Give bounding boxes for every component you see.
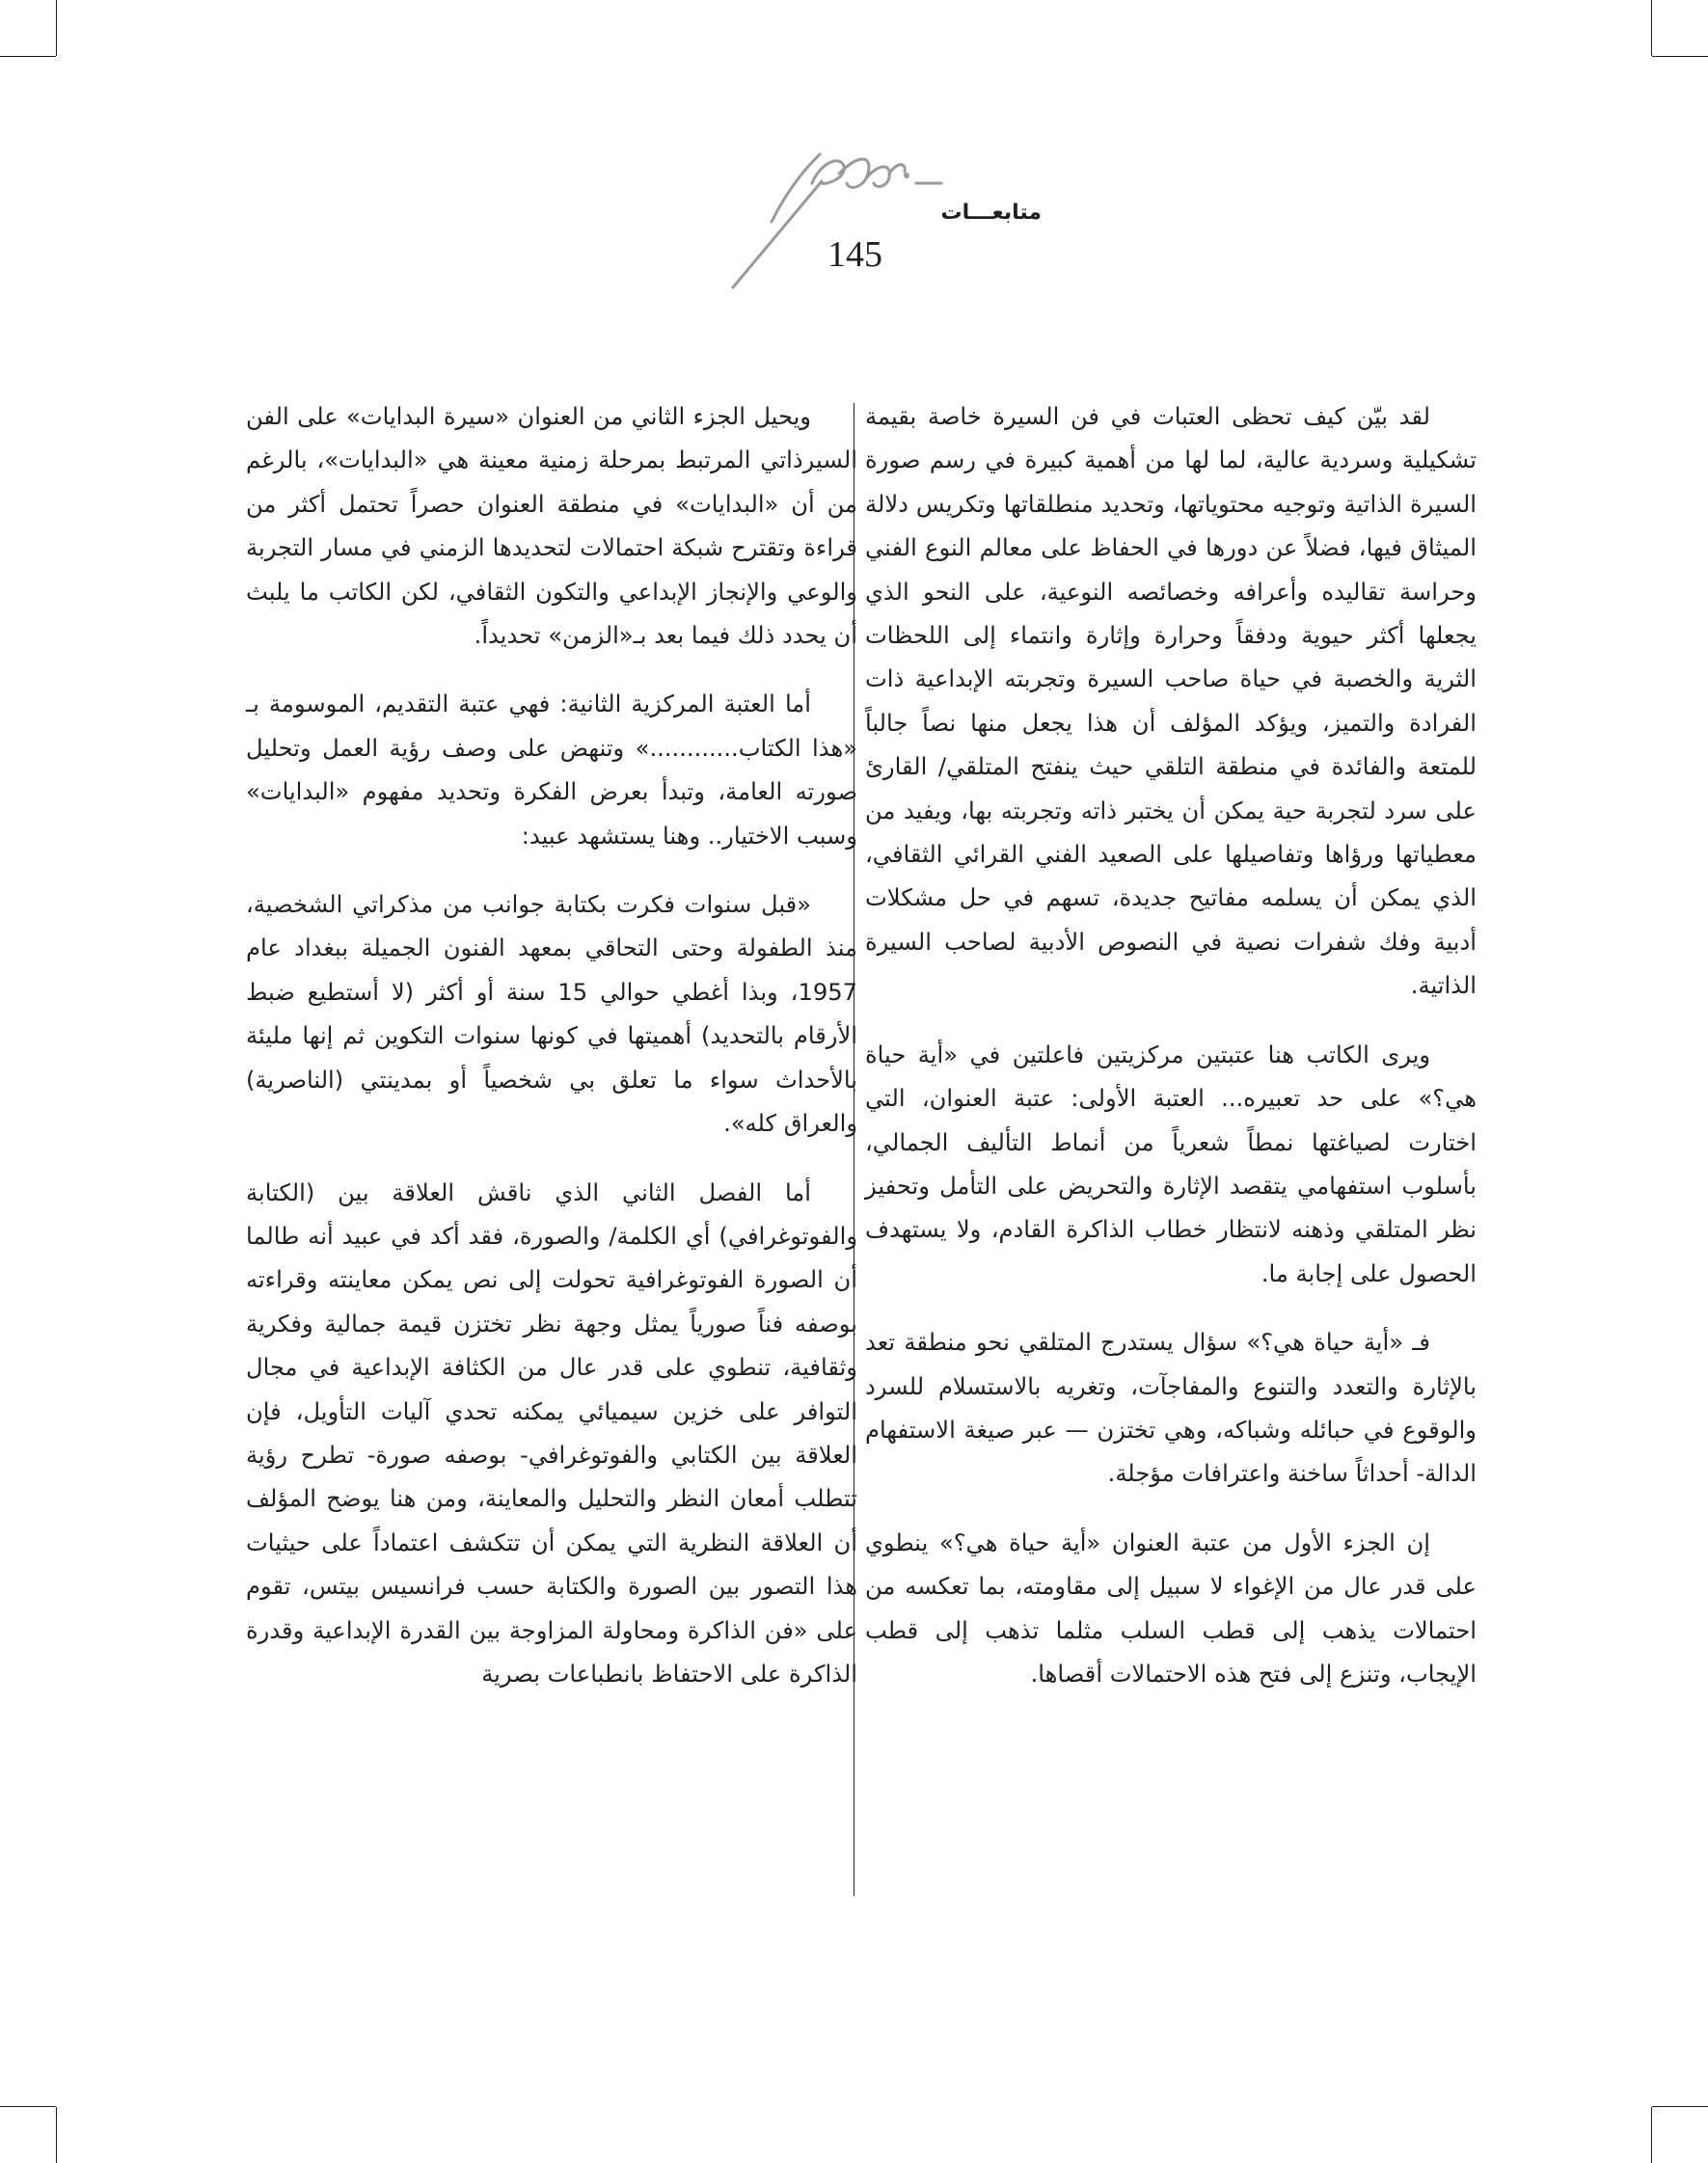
crop-mark-top-right-h — [1652, 56, 1708, 57]
crop-mark-bottom-left-h — [0, 2106, 56, 2107]
crop-mark-top-right — [1651, 0, 1652, 56]
paragraph: فـ «أية حياة هي؟» سؤال يستدرج المتلقي نحو منطقة تعد بالإثارة والتعدد والتنوع والمفاجآت، وتغريه بالاستسلام للسرد والوقوع في حبائله وشباكه، وهي تختزن — عبر صيغة الاستفهام الدالة- أحداثاً ساخنة واعترافات مؤجلة. — [865, 1329, 1477, 1488]
paragraph: ويرى الكاتب هنا عتبتين مركزيتين فاعلتين في «أية حياة هي؟» على حد تعبيره... العتبة الأولى: عتبة العنوان، التي اختارت لصياغتها نمطاً شعرياً من أنماط التأليف الجمالي، بأسلوب استفهامي يتقصد الإثارة والتحريض على التأمل وتحفيز نظر المتلقي وذهنه لانتظار خطاب الذاكرة القادم، ولا يستهدف الحصول على إجابة ما. — [865, 1041, 1477, 1287]
page-number: 145 — [827, 234, 882, 275]
crop-mark-top-left-h — [0, 56, 56, 57]
crop-mark-bottom-right-h — [1652, 2106, 1708, 2107]
paragraph: لقد بيّن كيف تحظى العتبات في فن السيرة خاصة بقيمة تشكيلية وسردية عالية، لما لها من أهمية كبيرة في رسم صورة السيرة الذاتية وتوجيه محتوياتها، وتحديد منطلقاتها وتكريس دلالة الميثاق فيها، فضلاً عن دورها في الحفاظ على معالم النوع الفني وحراسة تقاليده وأعرافه وخصائصه النوعية، على النحو الذي يجعلها أكثر حيوية ودفقاً وحرارة وإثارة وانتماء إلى اللحظات الثرية والخصبة في حياة صاحب السيرة وتجربته الإبداعية ذات الفرادة والتميز، ويؤكد المؤلف أن هذا يجعل منها نصاً جالباً للمتعة والفائدة في منطقة التلقي حيث ينفتح المتلقي/ القارئ على سرد لتجربة حية يمكن أن يختبر ذاته وتجربته بها، ويفيد من معطياتها ورؤاها وتفاصيلها على الصعيد الفني القرائي الثقافي، الذي يمكن أن يسلمه مفاتيح جديدة، تسهم في حل مشكلات أدبية وفك شفرات نصية في النصوص الأدبية لصاحب السيرة الذاتية. — [865, 403, 1477, 1000]
paragraph: إن الجزء الأول من عتبة العنوان «أية حياة هي؟» ينطوي على قدر عال من الإغواء لا سبيل إلى مقاومته، بما تعكسه من احتمالات يذهب إلى قطب السلب مثلما تذهب إلى قطب الإيجاب، وتنزع إلى فتح هذه الاحتمالات أقصاها. — [865, 1528, 1477, 1688]
paragraph: «قبل سنوات فكرت بكتابة جوانب من مذكراتي الشخصية، منذ الطفولة وحتى التحاقي بمعهد الفنون الجميلة ببغداد عام 1957، وبذا أغطي حوالي 15 سنة أو أكثر (لا أستطيع ضبط الأرقام بالتحديد) أهميتها في كونها سنوات التكوين ثم إنها مليئة بالأحداث سواء ما تعلق بي شخصياً أو بمدينتي (الناصرية) والعراق كله». — [246, 891, 857, 1138]
crop-mark-top-left — [56, 0, 57, 56]
text-column-left — [246, 395, 857, 1696]
paragraph: ويحيل الجزء الثاني من العنوان «سيرة البدايات» على الفن السيرذاتي المرتبط بمرحلة زمنية معينة هي «البدايات»، بالرغم من أن «البدايات» في منطقة العنوان حصراً تحتمل أكثر من قراءة وتقترح شبكة احتمالات لتحديدها الزمني في مسار التجربة والوعي والإنجاز الإبداعي والتكون الثقافي، لكن الكاتب ما يلبث أن يحدد ذلك فيما بعد بـ«الزمن» تحديداً. — [246, 403, 857, 650]
paragraph: أما الفصل الثاني الذي ناقش العلاقة بين (الكتابة والفوتوغرافي) أي الكلمة/ والصورة، فقد أكد في عبيد أنه طالما أن الصورة الفوتوغرافية تحولت إلى نص يمكن معاينته وقراءته بوصفه فناً صورياً يمثل وجهة نظر تختزن قيمة جمالية وفكرية وثقافية، تنطوي على قدر عال من الكثافة الإبداعية في مجال التوافر على خزين سيميائي يمكنه تحدي آليات التأويل، فإن العلاقة بين الكتابي والفوتوغرافي- بوصفه صورة- تطرح رؤية تتطلب أمعان النظر والتحليل والمعاينة، ومن هنا يوضح المؤلف أن العلاقة النظرية التي يمكن أن تتكشف اعتماداً على حيثيات هذا التصور بين الصورة والكتابة حسب فرانسيس بيتس، تقوم على «فن الذاكرة ومحاولة المزاوجة بين القدرة الإبداعية وقدرة الذاكرة على الاحتفاظ بانطباعات بصرية — [246, 1178, 857, 1688]
page-header — [714, 145, 1042, 309]
logo-dot — [904, 173, 909, 178]
crop-mark-bottom-left — [56, 2107, 57, 2163]
crop-mark-bottom-right — [1651, 2107, 1652, 2163]
text-column-right — [865, 395, 1477, 1696]
paragraph: أما العتبة المركزية الثانية: فهي عتبة التقديم، الموسومة بـ «هذا الكتاب............» وتنهض على وصف رؤية العمل وتحليل صورته العامة، وتبدأ بعرض الفكرة وتحديد مفهوم «البدايات» وسبب الاختيار.. وهنا يستشهد عبيد: — [246, 690, 857, 850]
section-label: متابعـــات — [940, 201, 1042, 225]
